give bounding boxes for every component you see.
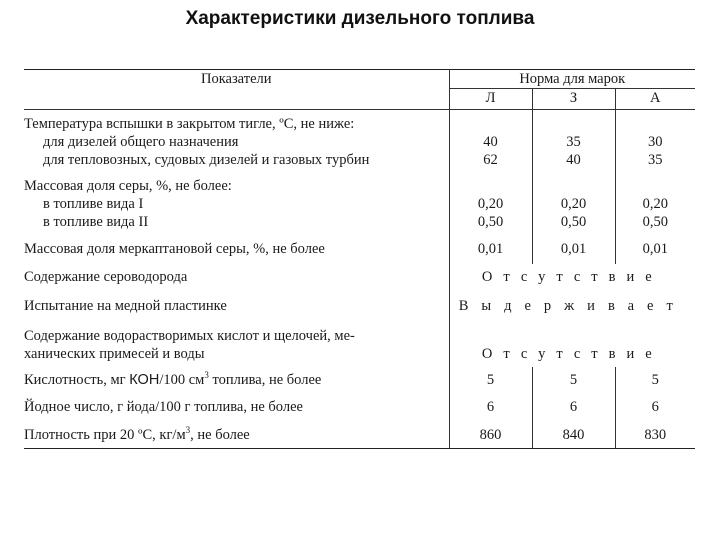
merged-value: Отсутствие [481, 346, 663, 362]
value-cell: 830 [644, 427, 667, 443]
row-label-cont: ханических примесей и воды [24, 346, 205, 362]
table-row [24, 235, 695, 264]
row-label: Массовая доля серы, %, не более: [24, 178, 232, 194]
value-cell: 0,50 [477, 214, 504, 230]
value-cell: 0,01 [642, 241, 668, 257]
value-cell: 0,50 [642, 214, 668, 230]
value-cell: 40 [566, 152, 581, 168]
row-label: Температура вспышки в закрытом тигле, ºС, не ниже: [24, 116, 355, 132]
value-cell: 0,50 [560, 214, 587, 230]
header-param: Показатели [24, 70, 449, 110]
value-cell: 6 [651, 399, 659, 415]
value-cell: 6 [569, 399, 578, 415]
header-norm: Норма для марок [449, 70, 695, 89]
merged-value: Выдерживает [458, 298, 686, 314]
row-label: Содержание сероводорода [24, 269, 188, 285]
table-row [24, 264, 695, 292]
header-grade-z: З [532, 89, 615, 110]
value-cell: 6 [486, 399, 495, 415]
table-row [24, 292, 695, 323]
table-row [24, 367, 695, 394]
row-label: Кислотность, мг КОН/100 $см^3$ топлива, не более [24, 370, 322, 388]
value-cell: 0,20 [642, 196, 668, 212]
row-sublabel: для тепловозных, судовых дизелей и газовых турбин [43, 152, 370, 168]
row-label: Массовая доля меркаптановой серы, %, не более [24, 241, 325, 257]
value-cell: 0,20 [560, 196, 587, 212]
row-sublabel: в топливе вида II [43, 214, 149, 230]
table-row [24, 110, 695, 173]
row-label: Йодное число, г йода/100 г топлива, не более [24, 399, 303, 415]
value-cell: 5 [486, 372, 495, 388]
value-cell: 30 [648, 134, 663, 150]
row-label: Содержание водорастворимых кислот и щелочей, ме- [24, 328, 355, 344]
header-grade-a: А [615, 89, 695, 110]
table-row [24, 323, 695, 367]
table-row [24, 394, 695, 422]
value-cell: 40 [483, 134, 498, 150]
value-cell: 35 [566, 134, 581, 150]
value-cell: 62 [483, 152, 498, 168]
value-cell: 0,20 [477, 196, 504, 212]
value-cell: 860 [479, 427, 502, 443]
value-cell: 35 [648, 152, 663, 168]
value-cell: 0,01 [477, 241, 504, 257]
value-cell: 0,01 [560, 241, 587, 257]
row-label: Плотность при 20 ºС, $кг/м^3$, не более [24, 425, 250, 443]
slide-title: Характеристики дизельного топлива [185, 8, 535, 29]
merged-value: Отсутствие [481, 269, 663, 285]
row-label: Испытание на медной пластинке [24, 298, 227, 314]
header-grade-l: Л [449, 89, 532, 110]
value-cell: 5 [569, 372, 578, 388]
diesel-spec-table [24, 69, 695, 449]
value-cell: 840 [562, 427, 585, 443]
row-sublabel: в топливе вида I [43, 196, 144, 212]
table-row [24, 422, 695, 449]
table-row [24, 172, 695, 235]
row-sublabel: для дизелей общего назначения [43, 134, 239, 150]
value-cell: 5 [651, 372, 659, 388]
